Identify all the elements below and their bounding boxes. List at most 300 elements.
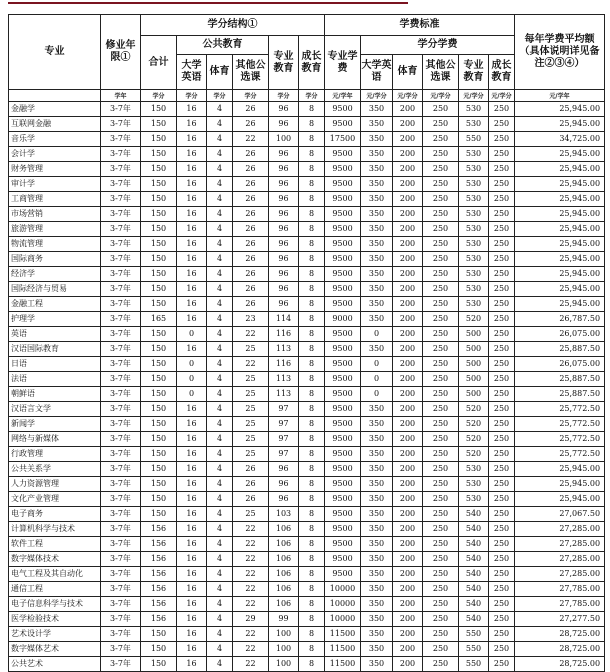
value-cell: 200 (393, 327, 423, 342)
avg-fee-cell: 27,067.50 (515, 507, 605, 522)
value-cell: 540 (459, 537, 489, 552)
header-major-edu: 专业教育 (269, 36, 299, 90)
value-cell: 250 (423, 372, 459, 387)
value-cell: 4 (207, 387, 233, 402)
table-row (9, 357, 605, 372)
value-cell: 26 (233, 192, 269, 207)
value-cell: 9500 (325, 327, 361, 342)
value-cell: 500 (459, 342, 489, 357)
value-cell: 250 (423, 477, 459, 492)
value-cell: 250 (423, 222, 459, 237)
value-cell: 9500 (325, 342, 361, 357)
value-cell: 200 (393, 417, 423, 432)
value-cell: 540 (459, 522, 489, 537)
value-cell: 350 (361, 342, 393, 357)
value-cell: 4 (207, 492, 233, 507)
value-cell: 26 (233, 297, 269, 312)
value-cell: 530 (459, 117, 489, 132)
avg-fee-cell: 25,945.00 (515, 192, 605, 207)
value-cell: 3-7年 (101, 642, 141, 657)
value-cell: 250 (489, 297, 515, 312)
value-cell: 550 (459, 627, 489, 642)
value-cell: 25 (233, 417, 269, 432)
major-name-cell: 通信工程 (9, 582, 101, 597)
major-name-cell: 行政管理 (9, 447, 101, 462)
value-cell: 350 (361, 432, 393, 447)
value-cell: 8 (299, 432, 325, 447)
unit-cell: 元/学分 (459, 90, 489, 102)
value-cell: 9500 (325, 297, 361, 312)
unit-cell: 学分 (299, 90, 325, 102)
value-cell: 8 (299, 447, 325, 462)
value-cell: 9500 (325, 222, 361, 237)
value-cell: 113 (269, 372, 299, 387)
major-name-cell: 朝鲜语 (9, 387, 101, 402)
table-row (9, 372, 605, 387)
value-cell: 150 (141, 282, 177, 297)
table-row (9, 297, 605, 312)
value-cell: 26 (233, 117, 269, 132)
value-cell: 106 (269, 537, 299, 552)
header-total: 合计 (141, 36, 177, 90)
value-cell: 25 (233, 507, 269, 522)
table-row (9, 417, 605, 432)
value-cell: 96 (269, 222, 299, 237)
value-cell: 350 (361, 282, 393, 297)
value-cell: 550 (459, 642, 489, 657)
avg-fee-cell: 27,785.00 (515, 597, 605, 612)
value-cell: 156 (141, 582, 177, 597)
major-name-cell: 财务管理 (9, 162, 101, 177)
major-name-cell: 计算机科学与技术 (9, 522, 101, 537)
value-cell: 9500 (325, 207, 361, 222)
value-cell: 3-7年 (101, 102, 141, 117)
value-cell: 250 (489, 627, 515, 642)
major-name-cell: 互联网金融 (9, 117, 101, 132)
value-cell: 150 (141, 447, 177, 462)
value-cell: 16 (177, 417, 207, 432)
value-cell: 106 (269, 522, 299, 537)
value-cell: 200 (393, 177, 423, 192)
value-cell: 16 (177, 597, 207, 612)
table-row (9, 657, 605, 672)
value-cell: 4 (207, 477, 233, 492)
value-cell: 250 (489, 117, 515, 132)
value-cell: 9500 (325, 552, 361, 567)
value-cell: 8 (299, 417, 325, 432)
table-row (9, 582, 605, 597)
value-cell: 156 (141, 537, 177, 552)
value-cell: 350 (361, 612, 393, 627)
value-cell: 250 (423, 597, 459, 612)
value-cell: 350 (361, 132, 393, 147)
value-cell: 22 (233, 552, 269, 567)
avg-fee-cell: 25,887.50 (515, 372, 605, 387)
unit-cell: 元/学年 (325, 90, 361, 102)
value-cell: 3-7年 (101, 492, 141, 507)
value-cell: 350 (361, 102, 393, 117)
value-cell: 26 (233, 492, 269, 507)
value-cell: 3-7年 (101, 552, 141, 567)
avg-fee-cell: 27,285.00 (515, 567, 605, 582)
value-cell: 540 (459, 507, 489, 522)
value-cell: 350 (361, 297, 393, 312)
value-cell: 25 (233, 342, 269, 357)
value-cell: 116 (269, 357, 299, 372)
value-cell: 150 (141, 402, 177, 417)
value-cell: 250 (489, 432, 515, 447)
major-name-cell: 会计学 (9, 147, 101, 162)
value-cell: 350 (361, 492, 393, 507)
value-cell: 0 (361, 327, 393, 342)
value-cell: 250 (423, 147, 459, 162)
value-cell: 9500 (325, 537, 361, 552)
value-cell: 99 (269, 612, 299, 627)
value-cell: 350 (361, 507, 393, 522)
value-cell: 23 (233, 312, 269, 327)
table-row (9, 282, 605, 297)
table-row (9, 387, 605, 402)
major-name-cell: 日语 (9, 357, 101, 372)
value-cell: 8 (299, 192, 325, 207)
table-row (9, 597, 605, 612)
value-cell: 350 (361, 177, 393, 192)
value-cell: 97 (269, 432, 299, 447)
value-cell: 250 (489, 417, 515, 432)
value-cell: 150 (141, 387, 177, 402)
value-cell: 22 (233, 642, 269, 657)
value-cell: 8 (299, 102, 325, 117)
value-cell: 16 (177, 642, 207, 657)
value-cell: 16 (177, 537, 207, 552)
major-name-cell: 审计学 (9, 177, 101, 192)
value-cell: 200 (393, 102, 423, 117)
value-cell: 4 (207, 657, 233, 672)
avg-fee-cell: 27,285.00 (515, 537, 605, 552)
value-cell: 16 (177, 492, 207, 507)
value-cell: 156 (141, 612, 177, 627)
value-cell: 16 (177, 552, 207, 567)
value-cell: 8 (299, 267, 325, 282)
value-cell: 8 (299, 642, 325, 657)
value-cell: 3-7年 (101, 192, 141, 207)
table-row (9, 507, 605, 522)
value-cell: 350 (361, 552, 393, 567)
value-cell: 150 (141, 192, 177, 207)
value-cell: 8 (299, 252, 325, 267)
major-name-cell: 电气工程及其自动化 (9, 567, 101, 582)
value-cell: 350 (361, 462, 393, 477)
value-cell: 500 (459, 372, 489, 387)
value-cell: 150 (141, 222, 177, 237)
value-cell: 16 (177, 567, 207, 582)
value-cell: 3-7年 (101, 597, 141, 612)
value-cell: 3-7年 (101, 432, 141, 447)
value-cell: 25 (233, 432, 269, 447)
major-name-cell: 国际经济与贸易 (9, 282, 101, 297)
value-cell: 22 (233, 327, 269, 342)
value-cell: 250 (423, 567, 459, 582)
value-cell: 16 (177, 522, 207, 537)
value-cell: 250 (489, 177, 515, 192)
value-cell: 250 (423, 627, 459, 642)
header-avg-fee: 每年学费平均额（具体说明详见备注②③④） (515, 15, 605, 90)
value-cell: 96 (269, 147, 299, 162)
major-name-cell: 市场营销 (9, 207, 101, 222)
major-name-cell: 护理学 (9, 312, 101, 327)
value-cell: 500 (459, 357, 489, 372)
value-cell: 8 (299, 507, 325, 522)
value-cell: 250 (489, 267, 515, 282)
table-row (9, 492, 605, 507)
value-cell: 16 (177, 177, 207, 192)
value-cell: 150 (141, 342, 177, 357)
value-cell: 250 (489, 147, 515, 162)
value-cell: 26 (233, 177, 269, 192)
value-cell: 250 (423, 327, 459, 342)
value-cell: 22 (233, 132, 269, 147)
value-cell: 96 (269, 492, 299, 507)
value-cell: 16 (177, 282, 207, 297)
value-cell: 250 (423, 237, 459, 252)
value-cell: 0 (361, 387, 393, 402)
value-cell: 540 (459, 567, 489, 582)
value-cell: 96 (269, 462, 299, 477)
value-cell: 4 (207, 462, 233, 477)
header-major: 专业 (9, 15, 101, 90)
value-cell: 530 (459, 102, 489, 117)
value-cell: 8 (299, 117, 325, 132)
value-cell: 3-7年 (101, 447, 141, 462)
value-cell: 3-7年 (101, 282, 141, 297)
major-name-cell: 数字媒体技术 (9, 552, 101, 567)
value-cell: 250 (423, 282, 459, 297)
value-cell: 350 (361, 207, 393, 222)
unit-cell: 元/学分 (423, 90, 459, 102)
value-cell: 22 (233, 357, 269, 372)
value-cell: 3-7年 (101, 462, 141, 477)
avg-fee-cell: 25,945.00 (515, 252, 605, 267)
value-cell: 4 (207, 102, 233, 117)
value-cell: 16 (177, 507, 207, 522)
value-cell: 16 (177, 477, 207, 492)
value-cell: 3-7年 (101, 582, 141, 597)
value-cell: 3-7年 (101, 207, 141, 222)
value-cell: 200 (393, 237, 423, 252)
value-cell: 3-7年 (101, 162, 141, 177)
value-cell: 350 (361, 222, 393, 237)
table-row (9, 612, 605, 627)
value-cell: 16 (177, 582, 207, 597)
value-cell: 350 (361, 402, 393, 417)
header-credit-structure: 学分结构① (141, 15, 325, 36)
major-name-cell: 工商管理 (9, 192, 101, 207)
major-name-cell: 旅游管理 (9, 222, 101, 237)
table-row (9, 312, 605, 327)
avg-fee-cell: 28,725.00 (515, 657, 605, 672)
value-cell: 500 (459, 327, 489, 342)
value-cell: 9500 (325, 477, 361, 492)
value-cell: 96 (269, 102, 299, 117)
value-cell: 8 (299, 147, 325, 162)
value-cell: 530 (459, 462, 489, 477)
major-name-cell: 法语 (9, 372, 101, 387)
value-cell: 3-7年 (101, 387, 141, 402)
value-cell: 16 (177, 207, 207, 222)
value-cell: 8 (299, 162, 325, 177)
value-cell: 250 (489, 252, 515, 267)
table-row (9, 567, 605, 582)
value-cell: 350 (361, 597, 393, 612)
avg-fee-cell: 25,945.00 (515, 102, 605, 117)
avg-fee-cell: 25,772.50 (515, 417, 605, 432)
value-cell: 4 (207, 447, 233, 462)
value-cell: 8 (299, 312, 325, 327)
value-cell: 26 (233, 162, 269, 177)
value-cell: 200 (393, 492, 423, 507)
value-cell: 530 (459, 192, 489, 207)
table-row (9, 462, 605, 477)
value-cell: 96 (269, 237, 299, 252)
value-cell: 26 (233, 282, 269, 297)
table-row (9, 537, 605, 552)
value-cell: 8 (299, 537, 325, 552)
value-cell: 8 (299, 327, 325, 342)
value-cell: 9500 (325, 267, 361, 282)
value-cell: 26 (233, 147, 269, 162)
major-name-cell: 汉语国际教育 (9, 342, 101, 357)
unit-cell: 元/学分 (361, 90, 393, 102)
value-cell: 250 (423, 402, 459, 417)
value-cell: 250 (489, 372, 515, 387)
value-cell: 16 (177, 657, 207, 672)
major-name-cell: 公共艺术 (9, 657, 101, 672)
value-cell: 26 (233, 462, 269, 477)
value-cell: 16 (177, 252, 207, 267)
value-cell: 250 (423, 642, 459, 657)
value-cell: 97 (269, 447, 299, 462)
value-cell: 106 (269, 567, 299, 582)
value-cell: 96 (269, 252, 299, 267)
value-cell: 150 (141, 297, 177, 312)
value-cell: 200 (393, 387, 423, 402)
value-cell: 530 (459, 147, 489, 162)
table-row (9, 237, 605, 252)
header-fee-pe: 体育 (393, 55, 423, 90)
value-cell: 8 (299, 387, 325, 402)
value-cell: 150 (141, 207, 177, 222)
value-cell: 16 (177, 297, 207, 312)
value-cell: 9500 (325, 357, 361, 372)
unit-cell: 元/学分 (393, 90, 423, 102)
value-cell: 9500 (325, 177, 361, 192)
value-cell: 9500 (325, 147, 361, 162)
value-cell: 100 (269, 657, 299, 672)
value-cell: 250 (423, 267, 459, 282)
value-cell: 350 (361, 312, 393, 327)
header-public-edu: 公共教育 (177, 36, 269, 55)
value-cell: 200 (393, 372, 423, 387)
value-cell: 3-7年 (101, 522, 141, 537)
value-cell: 3-7年 (101, 147, 141, 162)
top-rule (8, 2, 408, 4)
value-cell: 250 (423, 192, 459, 207)
value-cell: 3-7年 (101, 567, 141, 582)
major-name-cell: 公共关系学 (9, 462, 101, 477)
value-cell: 150 (141, 477, 177, 492)
value-cell: 250 (489, 342, 515, 357)
value-cell: 25 (233, 387, 269, 402)
value-cell: 4 (207, 642, 233, 657)
value-cell: 200 (393, 552, 423, 567)
value-cell: 4 (207, 162, 233, 177)
value-cell: 9500 (325, 372, 361, 387)
unit-cell: 学分 (141, 90, 177, 102)
avg-fee-cell: 34,725.00 (515, 132, 605, 147)
value-cell: 10000 (325, 612, 361, 627)
value-cell: 156 (141, 597, 177, 612)
value-cell: 530 (459, 252, 489, 267)
value-cell: 200 (393, 642, 423, 657)
value-cell: 3-7年 (101, 252, 141, 267)
value-cell: 114 (269, 312, 299, 327)
value-cell: 150 (141, 657, 177, 672)
value-cell: 4 (207, 372, 233, 387)
table-row (9, 147, 605, 162)
value-cell: 150 (141, 162, 177, 177)
value-cell: 530 (459, 237, 489, 252)
value-cell: 22 (233, 582, 269, 597)
value-cell: 540 (459, 552, 489, 567)
avg-fee-cell: 25,945.00 (515, 237, 605, 252)
value-cell: 9500 (325, 522, 361, 537)
value-cell: 29 (233, 612, 269, 627)
avg-fee-cell: 25,945.00 (515, 492, 605, 507)
value-cell: 16 (177, 267, 207, 282)
value-cell: 96 (269, 477, 299, 492)
table-row (9, 432, 605, 447)
value-cell: 0 (361, 357, 393, 372)
avg-fee-cell: 25,945.00 (515, 297, 605, 312)
table-row (9, 192, 605, 207)
value-cell: 150 (141, 432, 177, 447)
major-name-cell: 汉语言文学 (9, 402, 101, 417)
value-cell: 530 (459, 297, 489, 312)
avg-fee-cell: 27,285.00 (515, 522, 605, 537)
value-cell: 106 (269, 582, 299, 597)
value-cell: 8 (299, 177, 325, 192)
value-cell: 520 (459, 432, 489, 447)
value-cell: 500 (459, 387, 489, 402)
value-cell: 9500 (325, 387, 361, 402)
value-cell: 96 (269, 207, 299, 222)
value-cell: 156 (141, 522, 177, 537)
table-row (9, 117, 605, 132)
value-cell: 250 (423, 342, 459, 357)
value-cell: 26 (233, 207, 269, 222)
value-cell: 16 (177, 237, 207, 252)
avg-fee-cell: 25,945.00 (515, 477, 605, 492)
value-cell: 3-7年 (101, 237, 141, 252)
value-cell: 350 (361, 162, 393, 177)
value-cell: 22 (233, 597, 269, 612)
major-name-cell: 网络与新媒体 (9, 432, 101, 447)
value-cell: 250 (423, 252, 459, 267)
value-cell: 150 (141, 252, 177, 267)
value-cell: 350 (361, 237, 393, 252)
value-cell: 16 (177, 117, 207, 132)
unit-cell: 学分 (233, 90, 269, 102)
